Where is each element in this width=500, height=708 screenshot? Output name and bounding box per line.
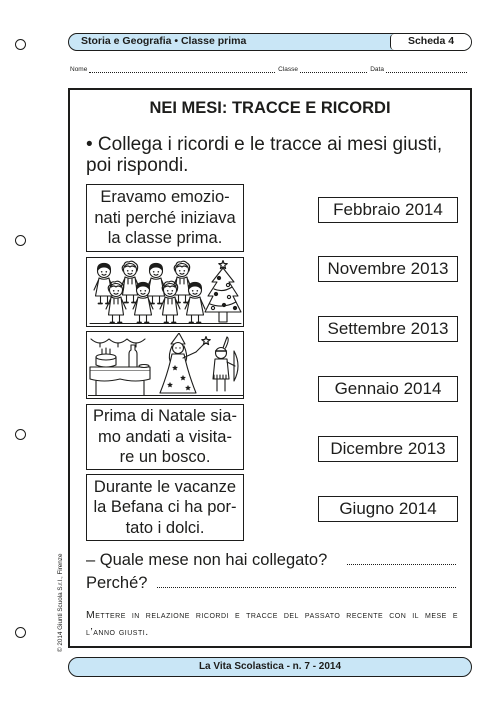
wand-stick — [196, 344, 204, 352]
memory-card[interactable] — [86, 184, 244, 252]
wand-star — [201, 336, 209, 344]
fairy-head — [172, 342, 183, 353]
star-wand — [196, 336, 210, 351]
tree-ornament — [214, 292, 217, 295]
memory-card[interactable] — [86, 404, 244, 470]
month-card[interactable]: Novembre 2013 — [318, 256, 458, 282]
month-card[interactable]: Settembre 2013 — [318, 316, 458, 342]
party-table — [90, 367, 150, 395]
instruction-line: • Collega i ricordi e le tracce ai mesi giusti, — [86, 134, 443, 155]
fairy-figure — [160, 333, 196, 393]
children-christmas-tree-illustration — [88, 259, 243, 326]
date-label: Data — [370, 66, 384, 73]
fairy-arm — [183, 352, 196, 358]
instruction-line: poi rispondi. — [86, 155, 189, 176]
memory-text-line: la classe prima. — [107, 229, 223, 248]
month-card[interactable]: Dicembre 2013 — [318, 436, 458, 462]
christmas-tree — [205, 260, 241, 321]
tree-star — [218, 260, 226, 268]
tree-ornament — [233, 306, 236, 309]
month-card[interactable]: Gennaio 2014 — [318, 376, 458, 402]
month-card[interactable]: Febbraio 2014 — [318, 197, 458, 223]
answer-line[interactable] — [347, 550, 456, 565]
carnival-party-illustration — [88, 333, 243, 398]
name-field[interactable] — [89, 66, 275, 73]
child-head — [215, 347, 226, 358]
fairy-eye — [179, 347, 180, 348]
month-card[interactable]: Giugno 2014 — [318, 496, 458, 522]
question-row — [86, 550, 458, 570]
cake-candles — [102, 348, 110, 354]
subject-label: Storia e Geografia • Classe prima — [81, 35, 247, 47]
child-figure — [185, 282, 205, 322]
question-label: Perché? — [86, 574, 148, 592]
costumed-child — [213, 337, 238, 391]
footer-band: La Vita Scolastica - n. 7 - 2014 — [68, 657, 472, 677]
memory-card-picture[interactable] — [86, 331, 244, 399]
festoon — [91, 339, 145, 343]
cake-top — [96, 354, 116, 360]
memory-text-line: mo andati a visita- — [98, 427, 232, 446]
header-band — [68, 33, 472, 51]
name-label: Nome — [70, 66, 88, 73]
note-line: Mettere in relazione ricordi e tracce del passato recente con il mese e — [86, 609, 458, 621]
table-legs — [96, 381, 144, 395]
child-figure — [133, 282, 153, 322]
note-line: l’anno giusti. — [86, 626, 149, 638]
memory-text-line: Prima di Natale sia- — [93, 407, 237, 426]
tree-ornament — [222, 303, 225, 306]
bottle — [129, 345, 137, 367]
instruction — [86, 134, 466, 176]
copyright-notice: © 2014 Giunti Scuola S.r.l., Firenze — [57, 553, 64, 652]
question-row — [86, 573, 458, 593]
plate — [139, 364, 149, 367]
tablecloth — [90, 371, 150, 381]
binder-hole — [15, 235, 26, 246]
fairy-dress — [160, 354, 196, 393]
memory-card-picture[interactable] — [86, 257, 244, 327]
child-figure — [120, 261, 140, 302]
binder-hole — [15, 39, 26, 50]
memory-text-line: nati perché iniziava — [94, 208, 236, 227]
binder-hole — [15, 429, 26, 440]
binder-hole — [15, 627, 26, 638]
child-legs — [217, 379, 225, 391]
tree-trunk — [219, 312, 227, 322]
child-figure — [146, 263, 166, 303]
cake — [96, 348, 116, 367]
sheet-number-label: Scheda 4 — [390, 34, 471, 50]
date-field[interactable] — [386, 66, 467, 73]
fairy-eye — [175, 347, 176, 348]
question-label: – Quale mese non hai collegato? — [86, 551, 328, 569]
memory-text-line: Durante le vacanze — [93, 477, 237, 496]
exercise-title: NEI MESI: TRACCE E RICORDI — [149, 99, 391, 117]
answer-line[interactable] — [157, 573, 456, 588]
memory-text-line: tato i dolci. — [125, 518, 205, 537]
memory-card[interactable] — [86, 474, 244, 541]
class-label: Classe — [278, 66, 299, 73]
teacher-note — [86, 607, 458, 641]
child-figure — [172, 261, 192, 302]
memory-text-line: la Befana ci ha por- — [93, 498, 237, 517]
tree-ornament — [217, 276, 220, 279]
feather — [223, 337, 228, 348]
student-info-row — [70, 66, 470, 74]
class-field[interactable] — [300, 66, 367, 73]
memory-text-line: re un bosco. — [119, 448, 211, 467]
memory-text-line: Eravamo emozio- — [100, 188, 230, 207]
